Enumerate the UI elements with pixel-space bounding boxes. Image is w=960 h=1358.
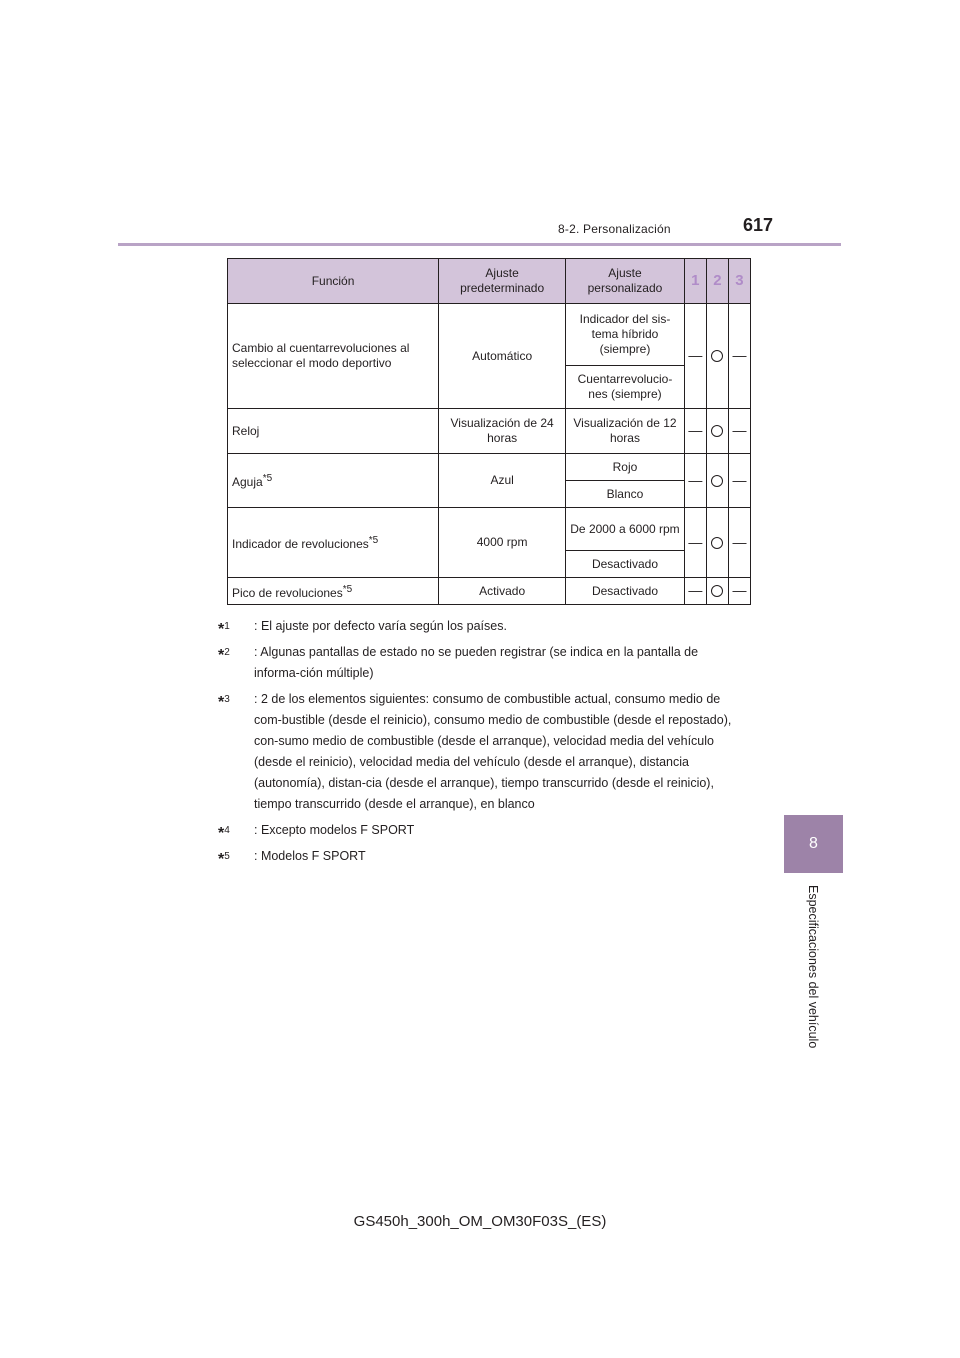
- cell-custom: Desactivado: [566, 551, 685, 578]
- cell-function: Indicador de revoluciones$^{*5}$: [228, 508, 439, 578]
- cell-function: Cambio al cuentarrevoluciones al seleccionar el modo deportivo: [228, 304, 439, 409]
- cell-mark-3: —: [728, 578, 750, 605]
- footnote: [218, 642, 746, 684]
- number-2-icon: 2: [713, 272, 722, 289]
- footnote-text: : Excepto modelos F SPORT: [254, 823, 415, 837]
- footnotes: [218, 616, 746, 872]
- cell-function: Aguja$^{*5}$: [228, 454, 439, 508]
- cell-mark-1: —: [684, 304, 706, 409]
- cell-default: Activado: [439, 578, 566, 605]
- cell-mark-3: —: [728, 454, 750, 508]
- header-function: Función: [228, 259, 439, 304]
- number-1-icon: 1: [691, 272, 700, 289]
- cell-custom: De 2000 a 6000 rpm: [566, 508, 685, 551]
- cell-default: 4000 rpm: [439, 508, 566, 578]
- header-default: Ajuste predeterminado: [439, 259, 566, 304]
- cell-function: Pico de revoluciones$^{*5}$: [228, 578, 439, 605]
- cell-mark-3: —: [728, 409, 750, 454]
- footnote: [218, 820, 746, 841]
- table-row: [228, 409, 751, 454]
- cell-mark-3: —: [728, 304, 750, 409]
- cell-custom: Rojo: [566, 454, 685, 481]
- cell-default: Automático: [439, 304, 566, 409]
- footnote-marker: *$^1$: [218, 621, 230, 639]
- cell-custom: Indicador del sis-tema híbrido (siempre): [566, 304, 685, 366]
- footnote-marker: *$^5$: [218, 851, 230, 869]
- chapter-number: 8: [809, 835, 818, 852]
- cell-function: Reloj: [228, 409, 439, 454]
- header-col-1: [684, 259, 706, 304]
- table-header-row: [228, 259, 751, 304]
- footnote: [218, 846, 746, 867]
- table-row: [228, 508, 751, 551]
- footnote-text: : Algunas pantallas de estado no se pueden registrar (se indica en la pantalla de informa-ción múltiple): [254, 645, 699, 680]
- header-custom: Ajuste personalizado: [566, 259, 685, 304]
- cell-mark-1: —: [684, 454, 706, 508]
- cell-mark-2: [706, 454, 728, 508]
- header-rule: [118, 243, 841, 246]
- cell-custom: Blanco: [566, 481, 685, 508]
- document-code: GS450h_300h_OM_OM30F03S_(ES): [353, 1213, 607, 1230]
- header-col-2: [706, 259, 728, 304]
- circle-icon: [711, 537, 723, 549]
- footnote-text: : Modelos F SPORT: [254, 849, 366, 863]
- footnote-text: : El ajuste por defecto varía según los países.: [254, 619, 507, 633]
- cell-default: Azul: [439, 454, 566, 508]
- cell-mark-1: —: [684, 409, 706, 454]
- cell-custom: Desactivado: [566, 578, 685, 605]
- circle-icon: [711, 475, 723, 487]
- table-row: [228, 454, 751, 481]
- cell-custom: Cuentarrevolucio-nes (siempre): [566, 365, 685, 408]
- cell-mark-3: —: [728, 508, 750, 578]
- circle-icon: [711, 425, 723, 437]
- footnote-marker: *$^4$: [218, 825, 230, 843]
- cell-default: Visualización de 24 horas: [439, 409, 566, 454]
- cell-mark-1: —: [684, 578, 706, 605]
- cell-mark-2: [706, 409, 728, 454]
- page-number: 617: [743, 215, 774, 235]
- cell-mark-2: [706, 578, 728, 605]
- cell-custom: Visualización de 12 horas: [566, 409, 685, 454]
- circle-icon: [711, 350, 723, 362]
- footnote: [218, 616, 746, 637]
- footnote-marker: *$^3$: [218, 694, 230, 712]
- header-col-3: [728, 259, 750, 304]
- table-row: [228, 578, 751, 605]
- chapter-side-title: Especificaciones del vehículo: [806, 885, 820, 1049]
- table-row: [228, 304, 751, 366]
- settings-table: [227, 258, 751, 605]
- number-3-icon: 3: [735, 272, 744, 289]
- cell-mark-2: [706, 304, 728, 409]
- header-section-title: 8-2. Personalización: [558, 222, 671, 236]
- chapter-tab: [784, 815, 843, 873]
- circle-icon: [711, 585, 723, 597]
- cell-mark-1: —: [684, 508, 706, 578]
- footnote-marker: *$^2$: [218, 647, 230, 665]
- footnote: [218, 689, 746, 815]
- footnote-text: : 2 de los elementos siguientes: consumo de combustible actual, consumo medio de com-bustible (desde el reinicio), consumo medio de combustible (desde el repostado), con-sumo medio de combustible (desde el arranque), velocidad media del vehículo (desde el reinicio), velocidad media del vehículo (desde el arranque), distancia (autonomía), distan-cia (desde el arranque), tiempo transcurrido (desde el reinicio), tiempo transcurrido (desde el arranque), en blanco: [254, 692, 732, 811]
- cell-mark-2: [706, 508, 728, 578]
